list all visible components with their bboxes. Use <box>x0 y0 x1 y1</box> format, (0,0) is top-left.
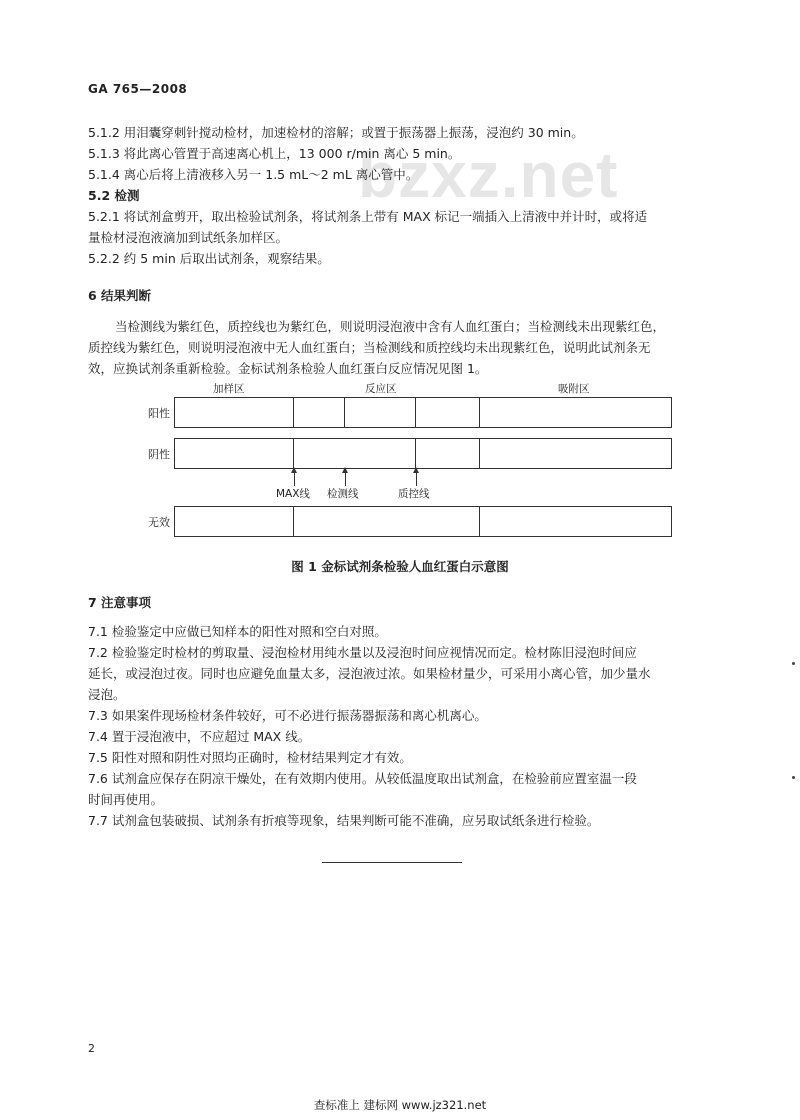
test-strip <box>174 438 672 469</box>
text-line: 质控线为紫红色，则说明浸泡液中无人血红蛋白；当检测线和质控线均未出现紫红色，说明此试剂条无 <box>88 340 651 355</box>
watermark: bzxz.net <box>358 139 619 211</box>
marker-label: 质控线 <box>398 488 430 500</box>
text-line: 效，应换试剂条重新检验。金标试剂条检验人血红蛋白反应情况见图 1。 <box>88 361 488 376</box>
scan-speck <box>792 776 795 779</box>
zone-label: 加样区 <box>213 383 245 395</box>
arrow-icon <box>345 472 346 486</box>
text-line: 5.1.4 离心后将上清液移入另一 1.5 mL～2 mL 离心管中。 <box>88 167 419 182</box>
text-line: 7 注意事项 <box>88 595 152 610</box>
end-rule <box>322 862 462 863</box>
footer-text: 查标准上 建标网 www.jz321.net <box>313 1098 487 1112</box>
text-line: 7.2 检验鉴定时检材的剪取量、浸泡检材用纯水量以及浸泡时间应视情况而定。检材陈旧浸泡时间应 <box>88 645 637 660</box>
document-header: GA 765—2008 <box>88 82 188 96</box>
strip-label: 无效 <box>148 516 170 529</box>
scan-speck <box>792 662 795 665</box>
strip-band <box>344 398 345 427</box>
text-line: 5.2.2 约 5 min 后取出试剂条，观察结果。 <box>88 251 330 266</box>
text-line: 7.4 置于浸泡液中，不应超过 MAX 线。 <box>88 729 311 744</box>
strip-label: 阳性 <box>148 407 170 420</box>
text-line: 7.6 试剂盒应保存在阴凉干燥处，在有效期内使用。从较低温度取出试剂盒，在检验前应置室温一段 <box>88 771 637 786</box>
strip-band <box>415 439 416 468</box>
text-line: 当检测线为紫红色，质控线也为紫红色，则说明浸泡液中含有人血红蛋白；当检测线未出现紫红色， <box>115 319 666 334</box>
marker-label: MAX线 <box>276 488 310 500</box>
text-line: 5.2 检测 <box>88 188 140 203</box>
strip-label: 阴性 <box>148 448 170 461</box>
text-line: 浸泡。 <box>88 687 126 702</box>
text-line: 7.1 检验鉴定中应做已知样本的阳性对照和空白对照。 <box>88 624 387 639</box>
strip-band <box>293 507 294 536</box>
zone-label: 吸附区 <box>558 383 590 395</box>
strip-band <box>293 439 294 468</box>
arrow-icon <box>416 472 417 486</box>
text-line: 5.2.1 将试剂盒剪开，取出检验试剂条，将试剂条上带有 MAX 标记一端插入上清液中并计时，或将适 <box>88 209 648 224</box>
strip-band <box>479 439 480 468</box>
text-line: 7.3 如果案件现场检材条件较好，可不必进行振荡器振荡和离心机离心。 <box>88 708 487 723</box>
text-line: 5.1.3 将此离心管置于高速离心机上，13 000 r/min 离心 5 min。 <box>88 146 461 161</box>
zone-label: 反应区 <box>365 383 397 395</box>
text-line: 时间再使用。 <box>88 792 164 807</box>
text-line: 7.7 试剂盒包装破损、试剂条有折痕等现象，结果判断可能不准确，应另取试纸条进行检验。 <box>88 813 600 828</box>
test-strip <box>174 397 672 428</box>
strip-band <box>293 398 294 427</box>
strip-band <box>415 398 416 427</box>
figure-caption: 图 1 金标试剂条检验人血红蛋白示意图 <box>291 559 509 574</box>
strip-band <box>479 507 480 536</box>
text-line: 6 结果判断 <box>88 288 152 303</box>
text-line: 量检材浸泡液滴加到试纸条加样区。 <box>88 230 289 245</box>
arrow-icon <box>294 472 295 486</box>
marker-label: 检测线 <box>327 488 359 500</box>
text-line: 5.1.2 用泪囊穿刺针搅动检材，加速检材的溶解；或置于振荡器上振荡，浸泡约 30 min。 <box>88 125 584 140</box>
page-number: 2 <box>88 1042 95 1055</box>
strip-band <box>479 398 480 427</box>
test-strip <box>174 506 672 537</box>
text-line: 延长，或浸泡过夜。同时也应避免血量太多，浸泡液过浓。如果检材量少，可采用小离心管，加少量水 <box>88 666 651 681</box>
text-line: 7.5 阳性对照和阴性对照均正确时，检材结果判定才有效。 <box>88 750 412 765</box>
